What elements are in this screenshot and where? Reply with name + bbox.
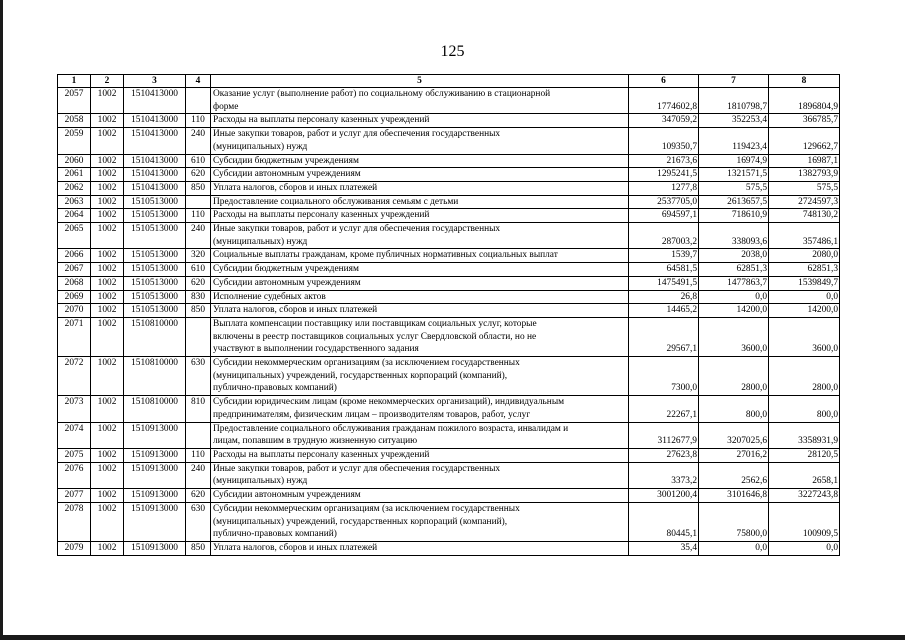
table-row	[58, 396, 840, 422]
amount-col8-cell: 1382793,9	[769, 168, 840, 182]
amount-col8-cell: 3600,0	[769, 317, 840, 356]
row-number-cell: 2076	[58, 462, 91, 488]
row-number-cell: 2077	[58, 489, 91, 503]
amount-col6-cell: 3001200,4	[629, 489, 699, 503]
description-line: Расходы на выплаты персоналу казенных учреждений	[213, 115, 430, 126]
amount-col8-cell: 1539849,7	[769, 276, 840, 290]
amount-col7-cell: 3207025,6	[699, 422, 769, 448]
table-row	[58, 249, 840, 263]
row-number-cell: 2067	[58, 263, 91, 277]
expense-type-cell	[186, 195, 211, 209]
target-article-cell: 1510413000	[124, 154, 186, 168]
target-article-cell: 1510413000	[124, 88, 186, 114]
section-code-cell: 1002	[91, 181, 124, 195]
amount-col6-cell: 29567,1	[629, 317, 699, 356]
description-line: Оказание услуг (выполнение работ) по социальному обслуживанию в стационарной	[213, 89, 551, 99]
target-article-cell: 1510810000	[124, 396, 186, 422]
row-number-cell: 2062	[58, 181, 91, 195]
amount-col6-cell: 109350,7	[629, 128, 699, 154]
description-line: Иные закупки товаров, работ и услуг для обеспечения государственных	[213, 224, 501, 235]
description-cell	[211, 290, 629, 304]
amount-col6-cell: 22267,1	[629, 396, 699, 422]
amount-col7-cell: 119423,4	[699, 128, 769, 154]
expense-type-cell	[186, 88, 211, 114]
amount-col8-cell: 2658,1	[769, 462, 840, 488]
row-number-cell: 2060	[58, 154, 91, 168]
amount-col7-cell: 1321571,5	[699, 168, 769, 182]
expense-type-cell: 610	[186, 154, 211, 168]
page-number: 125	[440, 43, 465, 60]
description-line: Выплата компенсации поставщику или поставщикам социальных услуг, которые	[213, 318, 537, 329]
description-line: предпринимателям, физическим лицам – производителям товаров, работ, услуг	[213, 409, 531, 420]
amount-col7-cell: 352253,4	[699, 114, 769, 128]
description-line: (муниципальных) учреждений, государственных корпораций (компаний),	[213, 370, 508, 381]
amount-col7-cell: 718610,9	[699, 209, 769, 223]
amount-col6-cell: 1277,8	[629, 181, 699, 195]
column-header: 1	[58, 75, 91, 88]
amount-col6-cell: 347059,2	[629, 114, 699, 128]
target-article-cell: 1510513000	[124, 195, 186, 209]
table-row	[58, 317, 840, 356]
section-code-cell: 1002	[91, 462, 124, 488]
amount-col7-cell: 1477863,7	[699, 276, 769, 290]
amount-col7-cell: 338093,6	[699, 223, 769, 249]
table-row	[58, 168, 840, 182]
description-cell	[211, 195, 629, 209]
expense-type-cell: 110	[186, 114, 211, 128]
target-article-cell: 1510810000	[124, 357, 186, 396]
expense-type-cell: 110	[186, 209, 211, 223]
expense-type-cell: 240	[186, 462, 211, 488]
amount-col7-cell: 0,0	[699, 541, 769, 555]
row-number-cell: 2065	[58, 223, 91, 249]
row-number-cell: 2072	[58, 357, 91, 396]
amount-col8-cell: 0,0	[769, 290, 840, 304]
section-code-cell: 1002	[91, 448, 124, 462]
description-line: Субсидии автономным учреждениям	[213, 490, 361, 501]
table-header	[58, 75, 840, 88]
amount-col6-cell: 21673,6	[629, 154, 699, 168]
expense-type-cell: 610	[186, 263, 211, 277]
amount-col7-cell: 62851,3	[699, 263, 769, 277]
amount-col8-cell: 0,0	[769, 541, 840, 555]
amount-col8-cell: 2080,0	[769, 249, 840, 263]
target-article-cell: 1510513000	[124, 304, 186, 318]
section-code-cell: 1002	[91, 290, 124, 304]
expense-type-cell: 620	[186, 489, 211, 503]
row-number-cell: 2069	[58, 290, 91, 304]
description-line: Субсидии некоммерческим организациям (за исключением государственных	[213, 358, 520, 369]
column-header: 3	[124, 75, 186, 88]
row-number-cell: 2071	[58, 317, 91, 356]
amount-col7-cell: 14200,0	[699, 304, 769, 318]
header-row	[58, 75, 840, 88]
table-row	[58, 209, 840, 223]
amount-col7-cell: 2562,6	[699, 462, 769, 488]
description-line: Иные закупки товаров, работ и услуг для обеспечения государственных	[213, 463, 501, 474]
amount-col8-cell: 28120,5	[769, 448, 840, 462]
description-cell	[211, 263, 629, 277]
amount-col6-cell: 3112677,9	[629, 422, 699, 448]
amount-col6-cell: 27623,8	[629, 448, 699, 462]
table-row	[58, 422, 840, 448]
row-number-cell: 2061	[58, 168, 91, 182]
row-number-cell: 2068	[58, 276, 91, 290]
amount-col8-cell: 575,5	[769, 181, 840, 195]
column-header: 5	[211, 75, 629, 88]
table-row	[58, 502, 840, 541]
target-article-cell: 1510513000	[124, 263, 186, 277]
target-article-cell: 1510913000	[124, 448, 186, 462]
amount-col7-cell: 575,5	[699, 181, 769, 195]
description-cell	[211, 88, 629, 114]
expense-type-cell: 630	[186, 502, 211, 541]
description-line: Субсидии бюджетным учреждениям	[213, 155, 359, 166]
section-code-cell: 1002	[91, 317, 124, 356]
amount-col7-cell: 16974,9	[699, 154, 769, 168]
table-row	[58, 128, 840, 154]
target-article-cell: 1510413000	[124, 128, 186, 154]
expense-type-cell: 320	[186, 249, 211, 263]
table-row	[58, 304, 840, 318]
row-number-cell: 2066	[58, 249, 91, 263]
table-row	[58, 263, 840, 277]
column-header: 6	[629, 75, 699, 88]
target-article-cell: 1510810000	[124, 317, 186, 356]
amount-col6-cell: 287003,2	[629, 223, 699, 249]
column-header: 4	[186, 75, 211, 88]
section-code-cell: 1002	[91, 249, 124, 263]
expense-type-cell: 850	[186, 541, 211, 555]
description-line: Субсидии некоммерческим организациям (за исключением государственных	[213, 503, 520, 514]
description-line: (муниципальных) нужд	[213, 476, 308, 487]
table-body	[58, 88, 840, 556]
table-row	[58, 195, 840, 209]
section-code-cell: 1002	[91, 88, 124, 114]
description-line: Субсидии юридическим лицам (кроме некоммерческих организаций), индивидуальным	[213, 397, 565, 408]
expense-type-cell: 810	[186, 396, 211, 422]
amount-col6-cell: 3373,2	[629, 462, 699, 488]
section-code-cell: 1002	[91, 263, 124, 277]
description-line: (муниципальных) нужд	[213, 141, 308, 152]
row-number-cell: 2064	[58, 209, 91, 223]
description-line: Уплата налогов, сборов и иных платежей	[213, 542, 378, 553]
description-cell	[211, 181, 629, 195]
amount-col8-cell: 3358931,9	[769, 422, 840, 448]
amount-col6-cell: 35,4	[629, 541, 699, 555]
section-code-cell: 1002	[91, 357, 124, 396]
target-article-cell: 1510913000	[124, 541, 186, 555]
section-code-cell: 1002	[91, 209, 124, 223]
amount-col8-cell: 62851,3	[769, 263, 840, 277]
description-line: Социальные выплаты гражданам, кроме публичных нормативных социальных выплат	[213, 250, 558, 261]
description-cell	[211, 448, 629, 462]
section-code-cell: 1002	[91, 422, 124, 448]
table-row	[58, 114, 840, 128]
table-row	[58, 357, 840, 396]
column-header: 8	[769, 75, 840, 88]
description-line: участвуют в выполнении государственного задания	[213, 344, 419, 355]
description-cell	[211, 114, 629, 128]
amount-col6-cell: 80445,1	[629, 502, 699, 541]
amount-col6-cell: 1295241,5	[629, 168, 699, 182]
description-cell	[211, 357, 629, 396]
description-cell	[211, 304, 629, 318]
amount-col6-cell: 1774602,8	[629, 88, 699, 114]
amount-col7-cell: 27016,2	[699, 448, 769, 462]
column-header: 2	[91, 75, 124, 88]
section-code-cell: 1002	[91, 541, 124, 555]
row-number-cell: 2075	[58, 448, 91, 462]
row-number-cell: 2073	[58, 396, 91, 422]
section-code-cell: 1002	[91, 276, 124, 290]
description-line: Субсидии автономным учреждениям	[213, 169, 361, 180]
section-code-cell: 1002	[91, 154, 124, 168]
expense-type-cell: 630	[186, 357, 211, 396]
description-line: Предоставление социального обслуживания семьям с детьми	[213, 196, 459, 207]
row-number-cell: 2074	[58, 422, 91, 448]
description-line: публично-правовых компаний)	[213, 529, 337, 540]
description-cell	[211, 396, 629, 422]
row-number-cell: 2059	[58, 128, 91, 154]
description-line: Расходы на выплаты персоналу казенных учреждений	[213, 449, 430, 460]
amount-col6-cell: 64581,5	[629, 263, 699, 277]
description-cell	[211, 489, 629, 503]
description-line: (муниципальных) нужд	[213, 236, 308, 247]
description-line: публично-правовых компаний)	[213, 383, 337, 394]
row-number-cell: 2057	[58, 88, 91, 114]
description-cell	[211, 128, 629, 154]
description-cell	[211, 168, 629, 182]
expense-type-cell: 240	[186, 223, 211, 249]
target-article-cell: 1510913000	[124, 422, 186, 448]
description-line: Уплата налогов, сборов и иных платежей	[213, 182, 378, 193]
description-cell	[211, 541, 629, 555]
table-row	[58, 88, 840, 114]
amount-col7-cell: 3600,0	[699, 317, 769, 356]
table-row	[58, 462, 840, 488]
target-article-cell: 1510513000	[124, 209, 186, 223]
amount-col6-cell: 7300,0	[629, 357, 699, 396]
amount-col7-cell: 3101646,8	[699, 489, 769, 503]
target-article-cell: 1510413000	[124, 168, 186, 182]
amount-col8-cell: 100909,5	[769, 502, 840, 541]
description-line: Уплата налогов, сборов и иных платежей	[213, 305, 378, 316]
section-code-cell: 1002	[91, 168, 124, 182]
target-article-cell: 1510513000	[124, 223, 186, 249]
amount-col8-cell: 3227243,8	[769, 489, 840, 503]
amount-col8-cell: 357486,1	[769, 223, 840, 249]
table-row	[58, 290, 840, 304]
table-row	[58, 541, 840, 555]
amount-col8-cell: 2800,0	[769, 357, 840, 396]
target-article-cell: 1510913000	[124, 489, 186, 503]
section-code-cell: 1002	[91, 396, 124, 422]
amount-col8-cell: 1896804,9	[769, 88, 840, 114]
description-line: Исполнение судебных актов	[213, 291, 326, 302]
row-number-cell: 2078	[58, 502, 91, 541]
column-header: 7	[699, 75, 769, 88]
description-cell	[211, 502, 629, 541]
amount-col7-cell: 2800,0	[699, 357, 769, 396]
amount-col7-cell: 2038,0	[699, 249, 769, 263]
amount-col8-cell: 2724597,3	[769, 195, 840, 209]
amount-col6-cell: 1539,7	[629, 249, 699, 263]
target-article-cell: 1510513000	[124, 290, 186, 304]
description-line: Субсидии бюджетным учреждениям	[213, 264, 359, 275]
amount-col8-cell: 129662,7	[769, 128, 840, 154]
amount-col7-cell: 2613657,5	[699, 195, 769, 209]
amount-col7-cell: 0,0	[699, 290, 769, 304]
target-article-cell: 1510413000	[124, 114, 186, 128]
amount-col8-cell: 748130,2	[769, 209, 840, 223]
amount-col7-cell: 800,0	[699, 396, 769, 422]
row-number-cell: 2058	[58, 114, 91, 128]
description-line: лицам, попавшим в трудную жизненную ситуацию	[213, 436, 418, 447]
amount-col8-cell: 800,0	[769, 396, 840, 422]
expense-type-cell	[186, 422, 211, 448]
target-article-cell: 1510913000	[124, 462, 186, 488]
target-article-cell: 1510913000	[124, 502, 186, 541]
expense-type-cell: 830	[186, 290, 211, 304]
amount-col7-cell: 75800,0	[699, 502, 769, 541]
table-row	[58, 181, 840, 195]
description-line: Субсидии автономным учреждениям	[213, 277, 361, 288]
expense-type-cell: 620	[186, 276, 211, 290]
description-cell	[211, 422, 629, 448]
target-article-cell: 1510513000	[124, 249, 186, 263]
target-article-cell: 1510513000	[124, 276, 186, 290]
section-code-cell: 1002	[91, 489, 124, 503]
target-article-cell: 1510413000	[124, 181, 186, 195]
expense-type-cell: 850	[186, 181, 211, 195]
table-row	[58, 154, 840, 168]
amount-col8-cell: 366785,7	[769, 114, 840, 128]
description-cell	[211, 276, 629, 290]
amount-col8-cell: 16987,1	[769, 154, 840, 168]
section-code-cell: 1002	[91, 502, 124, 541]
description-line: Иные закупки товаров, работ и услуг для обеспечения государственных	[213, 129, 501, 140]
amount-col7-cell: 1810798,7	[699, 88, 769, 114]
description-cell	[211, 209, 629, 223]
expense-type-cell	[186, 317, 211, 356]
section-code-cell: 1002	[91, 195, 124, 209]
section-code-cell: 1002	[91, 128, 124, 154]
description-cell	[211, 223, 629, 249]
table-row	[58, 276, 840, 290]
description-line: форме	[213, 101, 239, 112]
description-cell	[211, 249, 629, 263]
table-row	[58, 489, 840, 503]
amount-col6-cell: 26,8	[629, 290, 699, 304]
amount-col8-cell: 14200,0	[769, 304, 840, 318]
description-line: Предоставление социального обслуживания гражданам пожилого возраста, инвалидам и	[213, 423, 569, 434]
amount-col6-cell: 2537705,0	[629, 195, 699, 209]
section-code-cell: 1002	[91, 304, 124, 318]
amount-col6-cell: 694597,1	[629, 209, 699, 223]
description-line: включены в реестр поставщиков социальных услуг Свердловской области, но не	[213, 331, 537, 342]
description-cell	[211, 317, 629, 356]
amount-col6-cell: 14465,2	[629, 304, 699, 318]
table-row	[58, 223, 840, 249]
description-cell	[211, 462, 629, 488]
row-number-cell: 2079	[58, 541, 91, 555]
expense-type-cell: 110	[186, 448, 211, 462]
table-row	[58, 448, 840, 462]
budget-table	[57, 74, 840, 556]
section-code-cell: 1002	[91, 114, 124, 128]
expense-type-cell: 850	[186, 304, 211, 318]
expense-type-cell: 240	[186, 128, 211, 154]
expense-type-cell: 620	[186, 168, 211, 182]
description-line: Расходы на выплаты персоналу казенных учреждений	[213, 210, 430, 221]
amount-col6-cell: 1475491,5	[629, 276, 699, 290]
row-number-cell: 2063	[58, 195, 91, 209]
row-number-cell: 2070	[58, 304, 91, 318]
description-line: (муниципальных) учреждений, государственных корпораций (компаний),	[213, 516, 508, 527]
description-cell	[211, 154, 629, 168]
section-code-cell: 1002	[91, 223, 124, 249]
